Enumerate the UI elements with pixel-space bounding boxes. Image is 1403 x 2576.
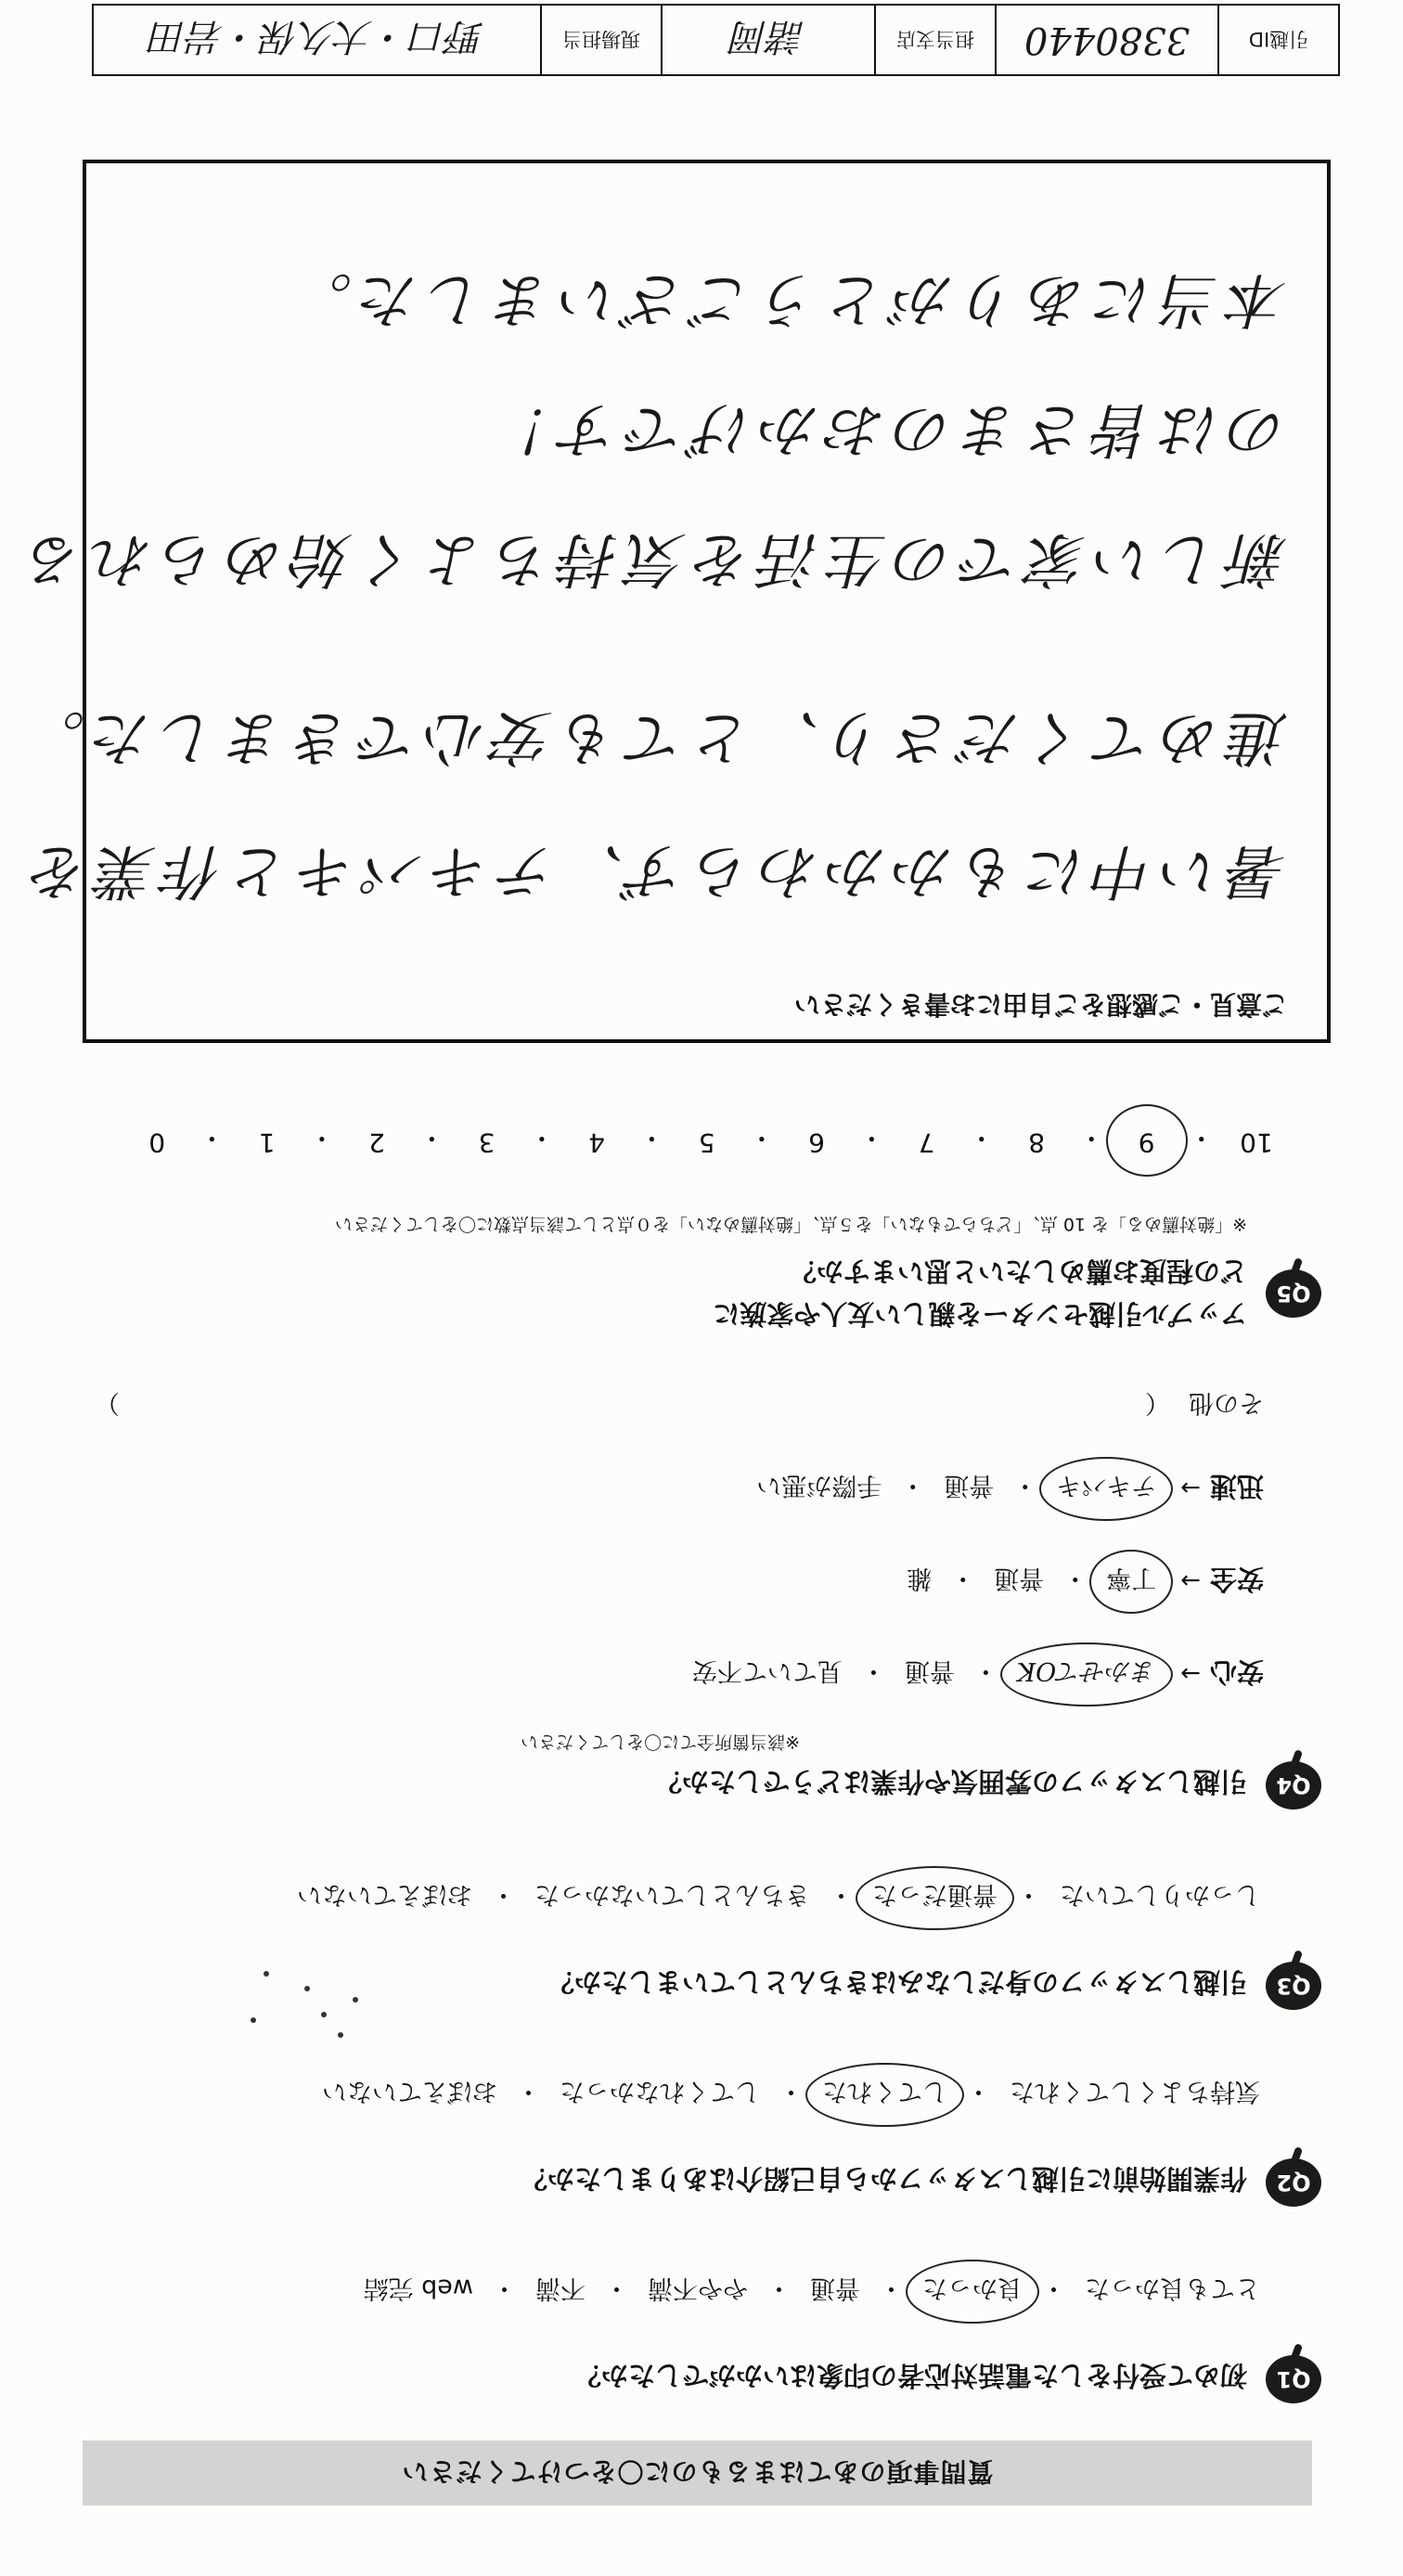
q4-option-selected[interactable]: 丁寧: [1102, 1563, 1160, 1599]
q4-question: 引越しスタッフの雰囲気や作業はどうでしたか？: [654, 1766, 1247, 1797]
q3-option[interactable]: しっかりしていた: [1060, 1880, 1260, 1909]
q2-option[interactable]: おぼえていない: [322, 2077, 497, 2106]
q1-option[interactable]: 普通: [810, 2273, 860, 2302]
q4-option[interactable]: 見ていて不安: [691, 1656, 843, 1685]
comment-heading: ご意見・ご感想をご自由にお書きください: [793, 989, 1288, 1020]
rating-scale: 10 ・ 9 ・ 8 ・ 7 ・ 6 ・ 5 ・ 4 ・ 3 ・ 2 ・ 1 ・ 0: [129, 1121, 1284, 1158]
q3-option[interactable]: きちんとしていなかった: [534, 1880, 810, 1909]
q4-option[interactable]: 手際が悪い: [756, 1471, 882, 1500]
q4-row-label: 迅速: [1209, 1471, 1264, 1502]
q4-option[interactable]: 雑: [907, 1564, 933, 1592]
score-option[interactable]: 2: [368, 1127, 386, 1158]
office-use-table: [92, 4, 1340, 76]
score-option[interactable]: 6: [808, 1127, 825, 1158]
q5-question-line1: アップル引越センターを親しい友人や家族に: [713, 1298, 1247, 1330]
q4-badge: Q4: [1266, 1761, 1321, 1810]
q4-other: [95, 1387, 1264, 1423]
q4-option[interactable]: 普通: [994, 1564, 1045, 1592]
q3-question: 引越しスタッフの身だしなみはきちんとしていましたか？: [547, 1966, 1247, 1998]
q4-row-label: 安心: [1209, 1656, 1264, 1688]
leader-value: 野口・大久保・岩田: [149, 15, 484, 58]
q1-question: 初めて受付をした電話対応者の印象はいかがでしたか？: [573, 2360, 1247, 2391]
q4-row-label: 安全: [1209, 1564, 1264, 1595]
q4-other-label: その他: [1189, 1388, 1264, 1417]
q1-option[interactable]: やや不満: [648, 2273, 748, 2302]
q2-option-selected[interactable]: してくれた: [818, 2076, 951, 2112]
scan-speck: [353, 1997, 358, 2003]
branch-label: 担当支店: [874, 6, 995, 74]
score-option[interactable]: 3: [478, 1127, 496, 1158]
q2-question: 作業開始前に引越しスタッフから自己紹介はありましたか？: [520, 2163, 1247, 2195]
q4-row-anshin: 安心 → まかせてOK ・ 普通 ・ 見ていて不安: [689, 1655, 1264, 1693]
scan-speck: [251, 2017, 256, 2023]
score-option[interactable]: 7: [918, 1127, 935, 1158]
q1-badge: Q1: [1266, 2355, 1321, 2403]
q5-note: ※「絶対薦める」を 10 点、「どちらでもない」を５点、「絶対薦めない」を０点として該当点数に〇をしてください: [335, 1214, 1247, 1234]
q2-option[interactable]: 気持ちよくしてくれた: [1010, 2077, 1260, 2106]
scan-speck: [321, 2012, 327, 2017]
branch-value: 諸岡: [661, 6, 874, 74]
score-option[interactable]: 0: [148, 1127, 166, 1158]
comment-line: 進めてくださり、とても安心できました。: [19, 702, 1288, 771]
score-option-selected[interactable]: 9: [1119, 1121, 1175, 1158]
scan-speck: [304, 1986, 310, 1991]
comment-line: 暑い中にもかかわらず、テキパキと作業を: [23, 836, 1288, 905]
q4-option-selected[interactable]: まかせてOK: [1013, 1655, 1160, 1692]
q3-option[interactable]: おぼえていない: [297, 1880, 472, 1909]
score-option[interactable]: 10: [1240, 1127, 1273, 1158]
q3-option-selected[interactable]: 普通だった: [869, 1879, 1001, 1915]
score-option[interactable]: 1: [258, 1127, 276, 1158]
q5-question-line2: どの程度お薦めしたいと思いますか？: [789, 1256, 1247, 1287]
q3-options: しっかりしていた ・ 普通だった ・ きちんとしていなかった ・ おぼえていない: [293, 1879, 1264, 1915]
comment-line: 新しい家での生活を気持ちよく始められる: [19, 524, 1288, 593]
arrow-icon: →: [1180, 1659, 1201, 1688]
q4-row-anzen: 安全 → 丁寧 ・ 普通 ・ 雑: [903, 1562, 1264, 1600]
instruction-banner: [83, 2441, 1312, 2505]
q1-option-selected[interactable]: 良かった: [919, 2273, 1026, 2309]
instruction-text: 質問事項のあてはまるものに〇をつけてください: [401, 2456, 994, 2487]
score-option[interactable]: 8: [1028, 1127, 1045, 1158]
q4-other-open: （: [1145, 1388, 1170, 1417]
arrow-icon: →: [1180, 1474, 1201, 1502]
score-option[interactable]: 5: [698, 1127, 715, 1158]
q4-row-jinsoku: 迅速 → テキパキ ・ 普通 ・ 手際が悪い: [753, 1469, 1264, 1507]
q4-option-selected[interactable]: テキパキ: [1052, 1470, 1160, 1506]
comment-line: 本当にありがとうございました。: [286, 264, 1288, 333]
arrow-icon: →: [1180, 1566, 1201, 1595]
q3-badge: Q3: [1266, 1962, 1321, 2010]
q1-option[interactable]: 不満: [535, 2273, 586, 2302]
q1-option[interactable]: web 完結: [363, 2273, 473, 2302]
q2-options: 気持ちよくしてくれた ・ してくれた ・ してくれなかった ・ おぼえていない: [318, 2076, 1264, 2112]
q1-options: とても良かった ・ 良かった ・ 普通 ・ やや不満 ・ 不満 ・ web 完結: [360, 2273, 1264, 2309]
q4-option[interactable]: 普通: [904, 1656, 955, 1685]
id-value: 3380440: [995, 6, 1217, 74]
id-label: 引越ID: [1217, 6, 1338, 74]
q5-badge: Q5: [1266, 1269, 1321, 1318]
leader-label: 現場担当: [540, 6, 661, 74]
q4-option[interactable]: 普通: [944, 1471, 995, 1500]
scan-speck: [264, 1971, 269, 1977]
comment-line: のは皆さまのおかげです！: [486, 394, 1288, 463]
score-option[interactable]: 4: [588, 1127, 606, 1158]
scan-speck: [338, 2032, 343, 2038]
q1-option[interactable]: とても良かった: [1085, 2273, 1260, 2302]
q2-badge: Q2: [1266, 2158, 1321, 2207]
q4-note: ※該当箇所全てに〇をしてください: [521, 1732, 800, 1752]
q4-other-close: ）: [95, 1388, 120, 1417]
q2-option[interactable]: してくれなかった: [560, 2077, 760, 2106]
